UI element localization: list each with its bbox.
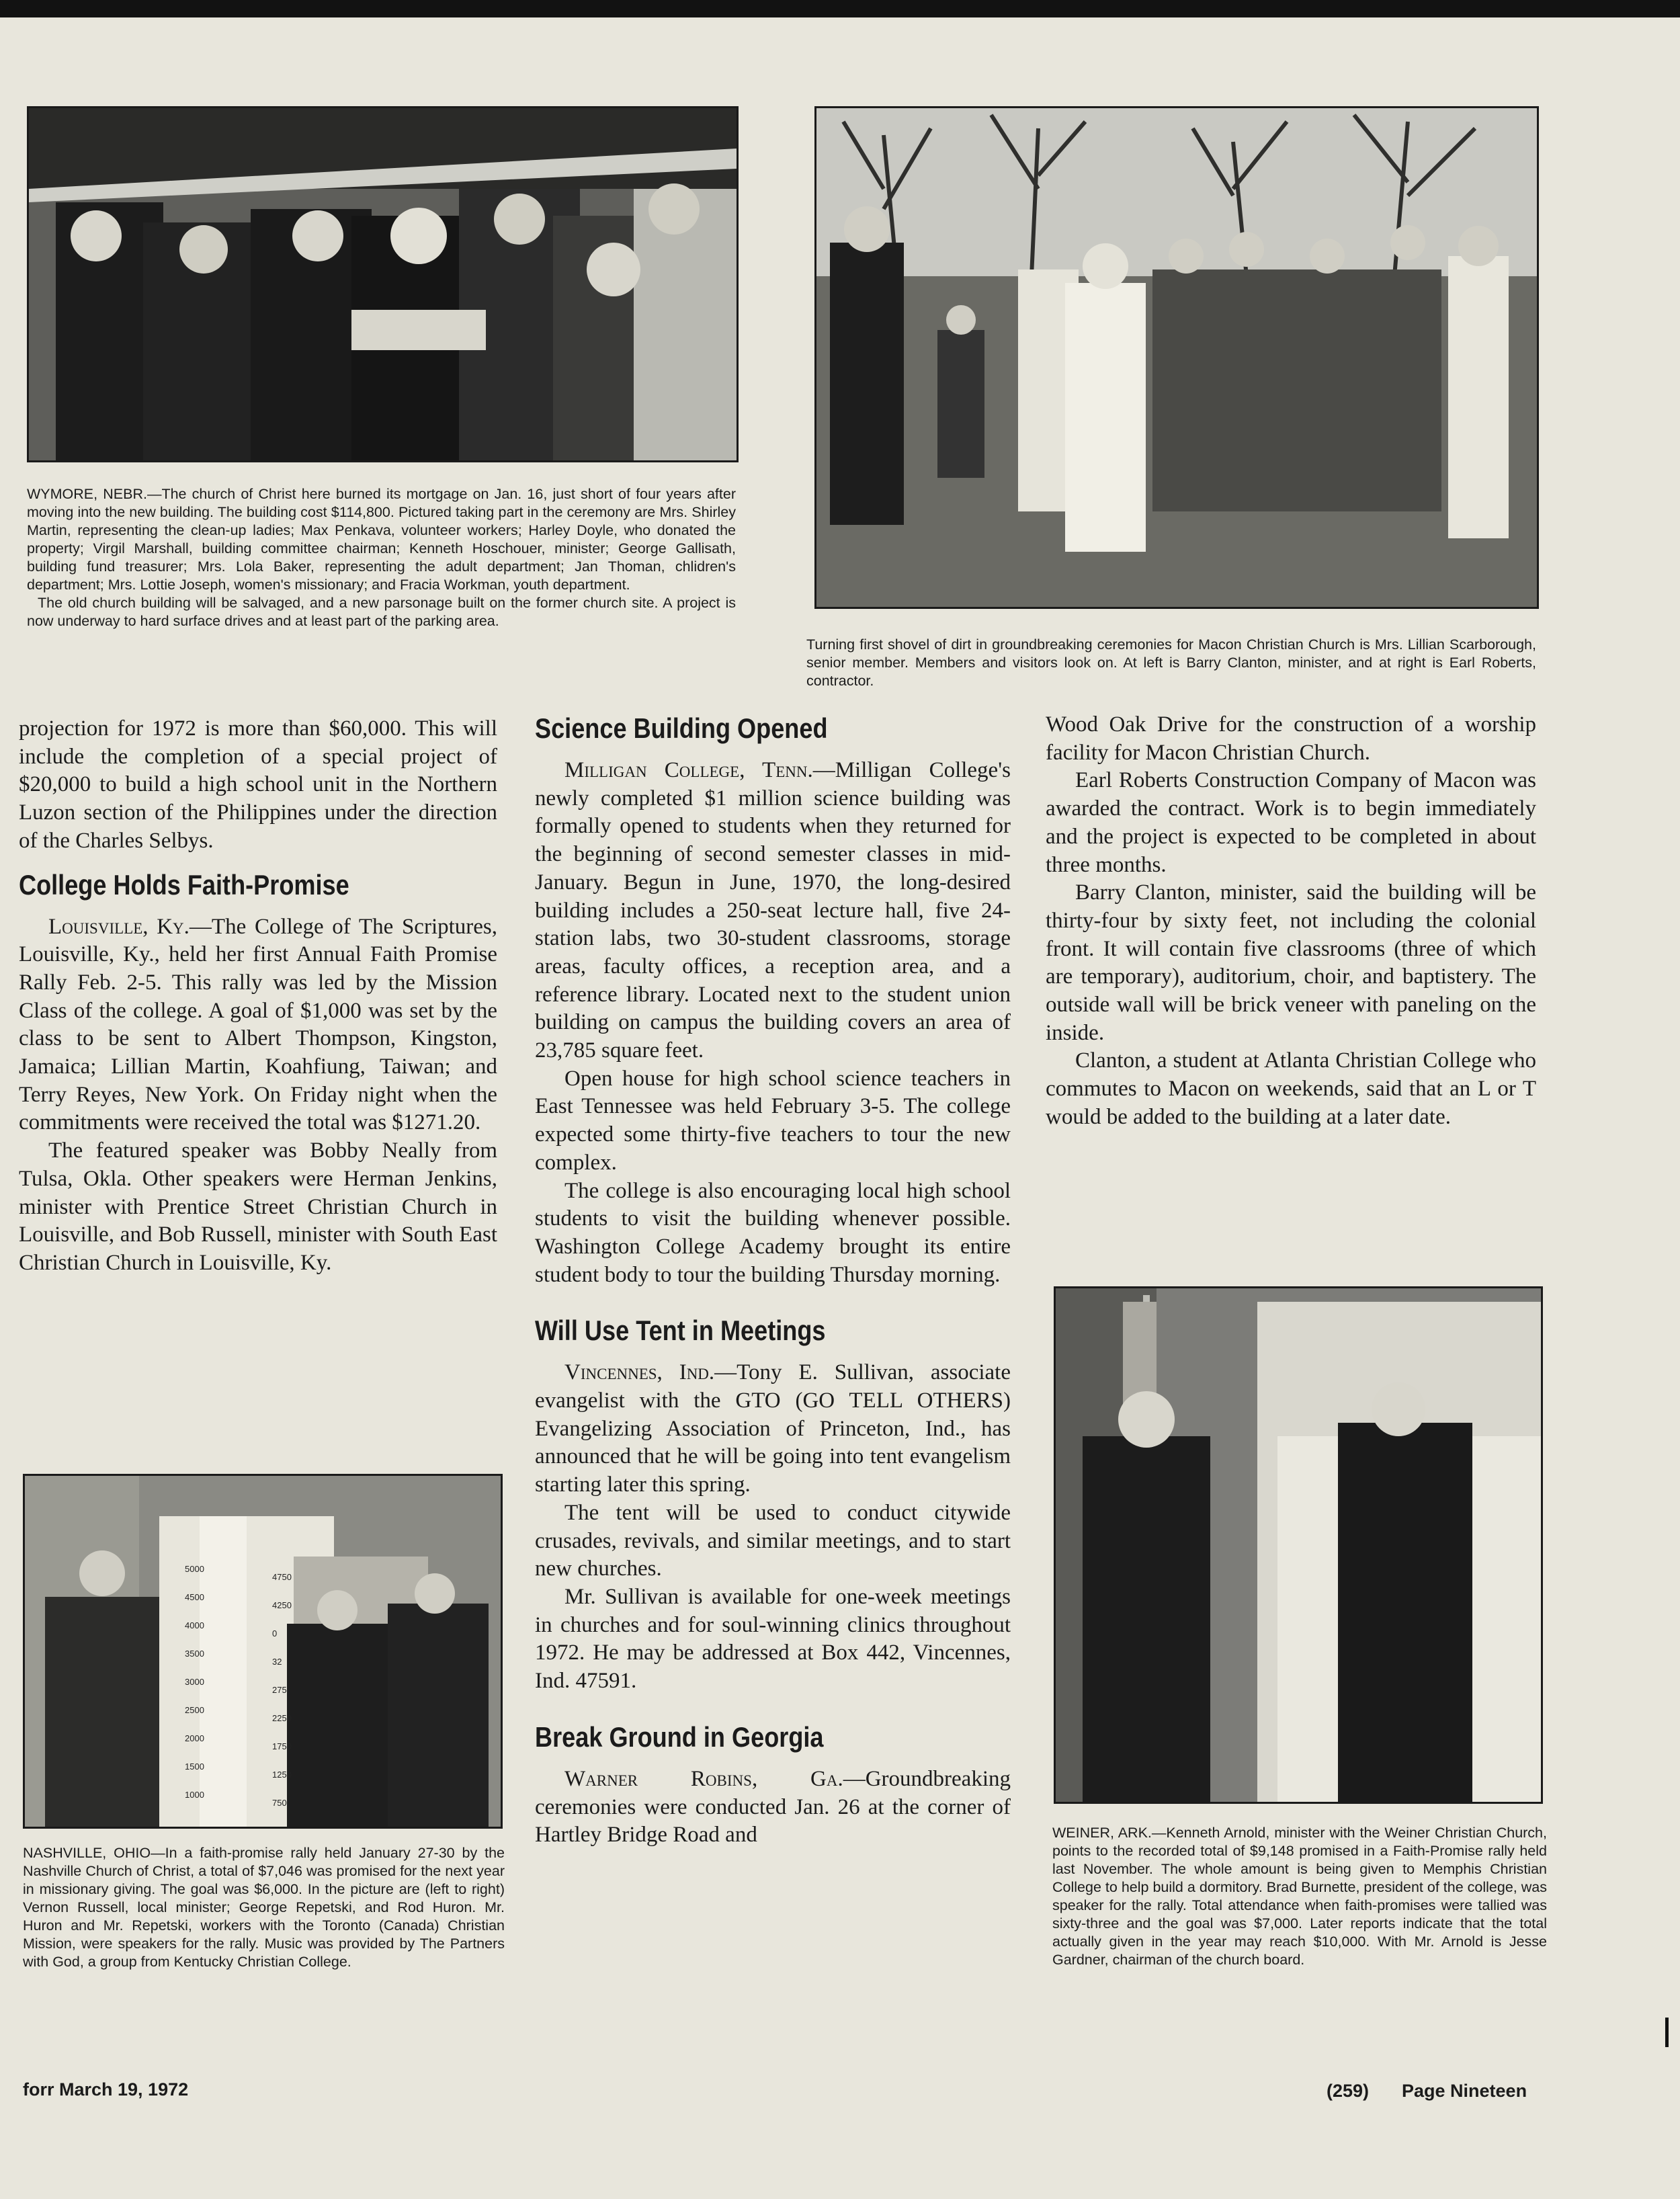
tent-p1-text: —Tony E. Sullivan, associate evangelist with the GTO (GO TELL OTHERS) Evangelizing Association of Princeton, Ind., has announced that he will be going into tent evangelism starting later this spring.	[535, 1360, 1011, 1497]
scale-label: 3500	[185, 1649, 204, 1659]
scale-label: 4500	[185, 1592, 204, 1602]
margin-mark	[1665, 2018, 1669, 2047]
science-dateline: Milligan College, Tenn.	[564, 758, 813, 782]
scale-label: 32	[272, 1657, 282, 1667]
scale-label: 5000	[185, 1564, 204, 1574]
scale-label: 4000	[185, 1620, 204, 1630]
col3-p3: Barry Clanton, minister, said the building will be thirty-four by sixty feet, not including the colonial front. It will contain five classrooms (three of which are temporary), auditorium, choir, and baptistery. The outside wall will be brick veneer with paneling on the inside.	[1046, 880, 1536, 1045]
tent-p1	[535, 1359, 1011, 1499]
georgia-p1	[535, 1766, 1011, 1850]
nashville-photo	[23, 1474, 503, 1829]
wymore-caption-p2: The old church building will be salvaged, and a new parsonage built on the former church site. A project is now underway to hard surface drives and at least part of the parking area.	[27, 595, 736, 629]
col1-p2: The featured speaker was Bobby Neally from Tulsa, Okla. Other speakers were Herman Jenkins, minister with Prentice Street Christian Church in Louisville, and Bob Russell, minister with South East Christian Church in Louisville, Ky.	[19, 1138, 497, 1275]
wymore-photo	[27, 106, 739, 462]
scale-label: 4750	[272, 1572, 292, 1582]
tent-p2: The tent will be used to conduct citywide crusades, revivals, and similar meetings, and to start new churches.	[535, 1500, 1011, 1581]
col1-p1	[19, 913, 497, 1138]
scale-label: 1750	[272, 1741, 292, 1751]
georgia-p1-text: —Groundbreaking ceremonies were conducted Jan. 26 at the corner of Hartley Bridge Road and	[535, 1766, 1011, 1848]
scan-top-edge	[0, 0, 1680, 17]
scale-label: 0	[272, 1628, 278, 1638]
column-2	[535, 710, 1011, 1850]
footer-page-number: Page Nineteen	[1402, 2081, 1527, 2101]
tent-p3: Mr. Sullivan is available for one-week meetings in churches and for soul-winning clinics throughout 1972. He may be addressed at Box 442, Vincennes, Ind. 47591.	[535, 1584, 1011, 1694]
thermometer-left-scale	[185, 1555, 225, 1809]
science-heading: Science Building Opened	[535, 712, 828, 744]
footer-left: forr March 19, 1972	[23, 2079, 189, 2100]
science-p1	[535, 757, 1011, 1065]
macon-caption	[806, 636, 1536, 690]
footer-folio: (259)	[1327, 2081, 1370, 2101]
scale-label: 275	[272, 1685, 287, 1695]
col1-dateline: Louisville, Ky.	[48, 914, 190, 939]
scale-label: 1500	[185, 1761, 204, 1772]
scale-label: 2500	[185, 1705, 204, 1715]
col1-p1-text: —The College of The Scriptures, Louisville, Ky., held her first Annual Faith Promise Rally Feb. 2-5. This rally was led by the Mission Class of the college. A goal of $1,000 was set by the class to be sent to Albert Thompson, Kingston, Jamaica; Lillian Martin, Koahfiung, Taiwan; and Terry Reyes, New York. On Friday night when the commitments were received the total was $1271.20.	[19, 914, 498, 1135]
thermometer-right-scale	[272, 1563, 306, 1817]
scale-label: 4250	[272, 1600, 292, 1610]
scale-label: 2250	[272, 1713, 292, 1723]
tent-dateline: Vincennes, Ind.	[564, 1360, 715, 1385]
col1-heading: College Holds Faith-Promise	[19, 868, 349, 901]
science-p1-text: —Milligan College's newly completed $1 million science building was formally opened to students when they returned for the beginning of second semester classes in mid-January. Begun in June, 1970, the long-desired building includes a 250-seat lecture hall, five 24-station labs, two 30-student classrooms, storage areas, faculty offices, a reception area, and a reference library. Located next to the student union building on campus the building covers an area of 23,785 square feet.	[535, 758, 1011, 1063]
column-1	[19, 715, 497, 1278]
weiner-photo	[1054, 1286, 1543, 1804]
science-p2: Open house for high school science teachers in East Tennessee was held February 3-5. The college expected some thirty-five teachers to tour the new complex.	[535, 1066, 1011, 1175]
weiner-caption-text: WEINER, ARK.—Kenneth Arnold, minister with the Weiner Christian Church, points to the recorded total of $9,148 promised in a Faith-Promise rally held last November. The whole amount is being given to Memphis Christian College to help build a dormitory. Brad Burnette, president of the college, was speaker for the rally. Total attendance when faith-promises were tallied was sixty-three and the goal was $7,000. Later reports indicate that the total actually given in the year may reach $10,000. With Mr. Arnold is Jesse Gardner, chairman of the church board.	[1052, 1825, 1547, 1968]
nashville-caption-text: NASHVILLE, OHIO—In a faith-promise rally held January 27-30 by the Nashville Church of Christ, a total of $7,046 was promised for the next year in missionary giving. The goal was $6,000. In the picture are (left to right) Vernon Russell, local minister; George Repetski, and Rod Huron. Mr. Huron and Mr. Repetski, workers with the Toronto (Canada) Christian Mission, were speakers for the rally. Music was provided by The Partners with God, a group from Kentucky Christian College.	[23, 1845, 505, 1970]
georgia-dateline: Warner Robins, Ga.	[564, 1766, 843, 1791]
scale-label: 750	[272, 1798, 287, 1808]
wymore-caption-p1: WYMORE, NEBR.—The church of Christ here burned its mortgage on Jan. 16, just short of four years after moving into the new building. The building cost $114,800. Pictured taking part in the ceremony are Mrs. Shirley Martin, representing the clean-up ladies; Max Penkava, volunteer workers; Harley Doyle, who donated the property; Virgil Marshall, building committee chairman; Kenneth Hoschouer, minister; George Gallisath, building fund treasurer; Mrs. Lola Baker, representing the adult department; Jan Thoman, chlidren's department; Mrs. Lottie Joseph, women's missionary; and Fracia Workman, youth department.	[27, 486, 736, 593]
scale-label: 2000	[185, 1733, 204, 1743]
column-3	[1046, 711, 1536, 1132]
wymore-caption	[27, 485, 736, 630]
col1-continued: projection for 1972 is more than $60,000. This will include the completion of a special project of $20,000 to build a high school unit in the Northern Luzon section of the Philippines under the direction of the Charles Selbys.	[19, 716, 497, 853]
scale-label: 3000	[185, 1677, 204, 1687]
col3-p4: Clanton, a student at Atlanta Christian College who commutes to Macon on weekends, said that an L or T would be added to the building at a later date.	[1046, 1048, 1536, 1129]
col3-p1: Wood Oak Drive for the construction of a worship facility for Macon Christian Church.	[1046, 712, 1536, 765]
weiner-caption	[1052, 1824, 1547, 1969]
nashville-caption	[23, 1844, 505, 1971]
macon-caption-text: Turning first shovel of dirt in groundbreaking ceremonies for Macon Christian Church is Mrs. Lillian Scarborough, senior member. Members and visitors look on. At left is Barry Clanton, minister, and at right is Earl Roberts, contractor.	[806, 636, 1536, 689]
georgia-heading: Break Ground in Georgia	[535, 1720, 824, 1753]
col3-p2: Earl Roberts Construction Company of Macon was awarded the contract. Work is to begin immediately and the project is expected to be completed in about three months.	[1046, 768, 1536, 877]
science-p3: The college is also encouraging local high school students to visit the building whenever possible. Washington College Academy brought its entire student body to tour the building Thursday morning.	[535, 1178, 1011, 1287]
tent-heading: Will Use Tent in Meetings	[535, 1315, 826, 1347]
scale-label: 1000	[185, 1790, 204, 1800]
scale-label: 1250	[272, 1770, 292, 1780]
macon-groundbreaking-photo	[814, 106, 1539, 609]
